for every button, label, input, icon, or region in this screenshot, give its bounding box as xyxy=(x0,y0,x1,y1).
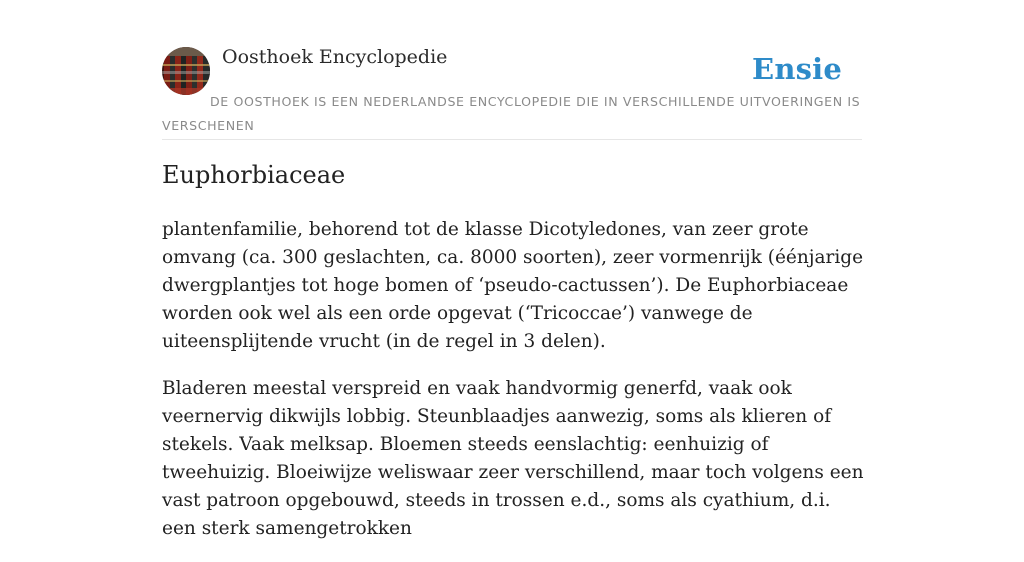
article-body xyxy=(162,216,866,562)
source-name-link[interactable]: Oosthoek Encyclopedie xyxy=(222,46,448,68)
source-header xyxy=(162,0,862,140)
source-tagline: DE OOSTHOEK IS EEN NEDERLANDSE ENCYCLOPEDIE DIE IN VERSCHILLENDE UITVOERINGEN IS VERSCHENEN xyxy=(162,94,861,133)
article-paragraph: plantenfamilie, behorend tot de klasse Dicotyledones, van zeer grote omvang (ca. 300 geslachten, ca. 8000 soorten), zeer vormenrijk (éénjarige dwergplantjes tot hoge bomen of ‘pseudo-cactussen’). De Euphorbiaceae worden ook wel als een orde opgevat (‘Tricoccae’) vanwege de uiteensplijtende vrucht (in de regel in 3 delen). xyxy=(162,219,864,352)
page-container xyxy=(162,0,864,539)
article-paragraph: Bladeren meestal verspreid en vaak handvormig generfd, vaak ook veernervig dikwijls lobbig. Steunblaadjes aanwezig, soms als klieren of stekels. Vaak melksap. Bloemen steeds eenslachtig: eenhuizig of tweehuizig. Bloeiwijze weliswaar zeer verschillend, maar toch volgens een vast patroon opgebouwd, steeds in trossen e.d., soms als cyathium, d.i. een sterk samengetrokken xyxy=(162,378,864,539)
article-title: Euphorbiaceae xyxy=(162,161,346,189)
ensie-logo-link[interactable]: Ensie xyxy=(752,52,842,86)
book-spines-avatar-icon[interactable] xyxy=(162,47,210,95)
